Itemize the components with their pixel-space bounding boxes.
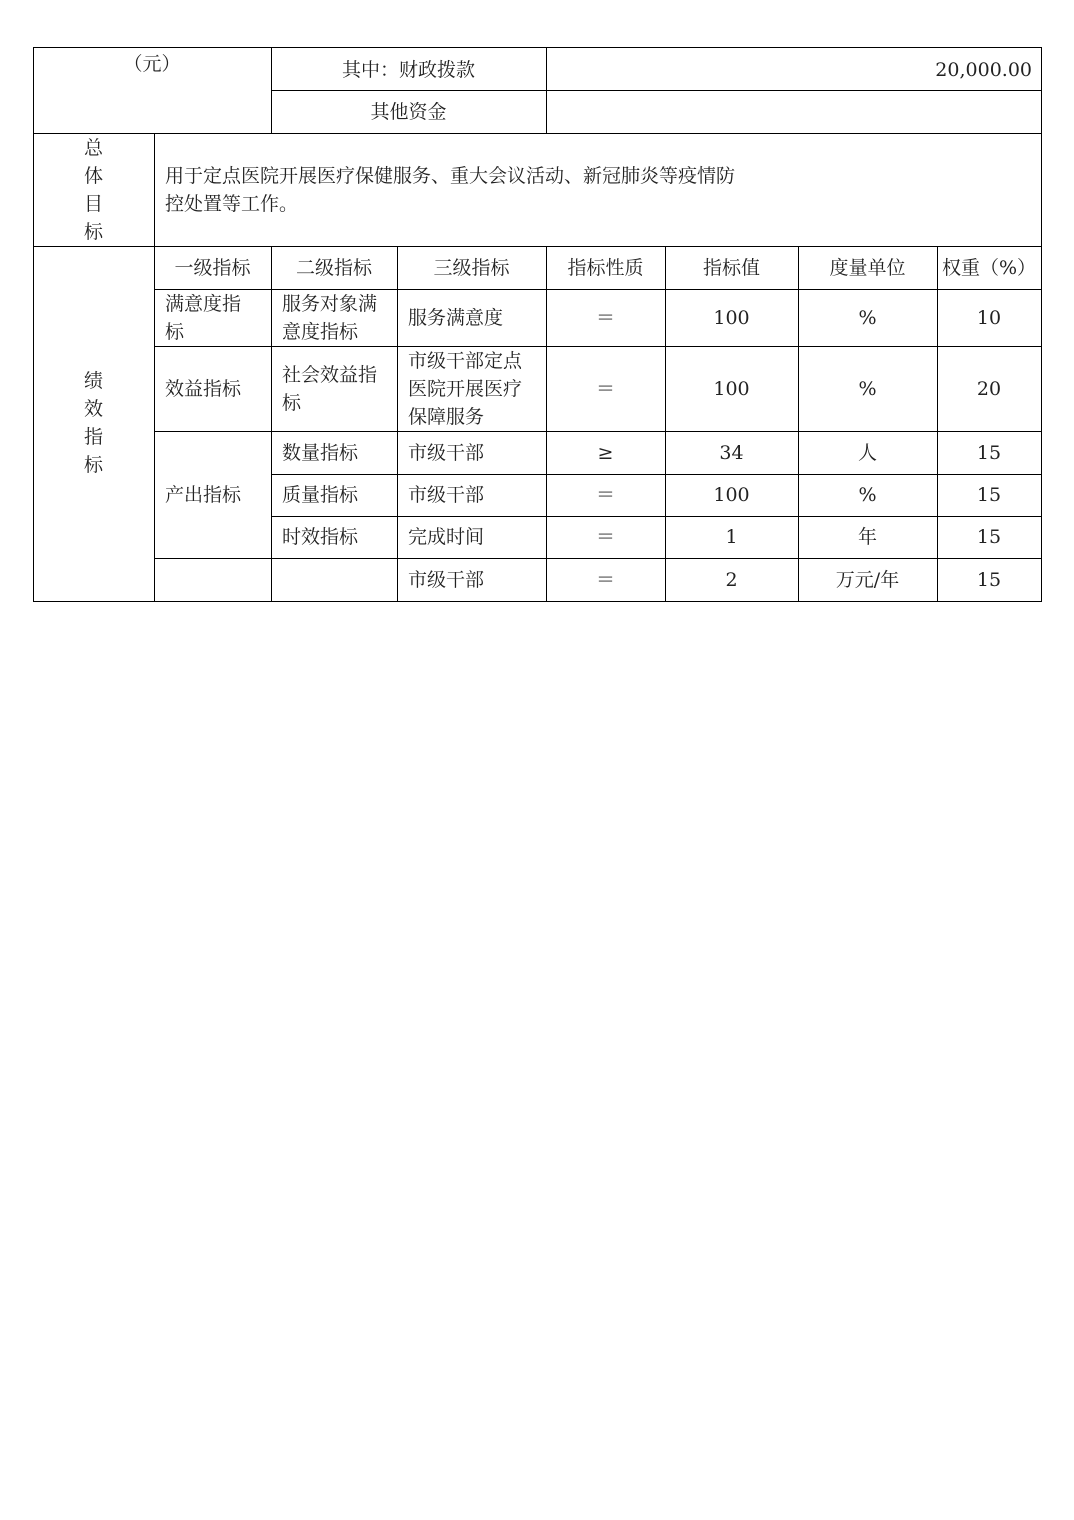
header-nature: 指标性质 xyxy=(567,257,644,279)
perf-label-char: 标 xyxy=(83,454,103,476)
row-value: 100 xyxy=(713,307,750,329)
row-nature: ＝ xyxy=(595,307,615,329)
perf-label-char: 指 xyxy=(83,426,103,448)
row-weight: 15 xyxy=(976,484,1002,506)
row-level3: 市级干部 xyxy=(408,569,485,591)
row-weight: 15 xyxy=(976,442,1002,464)
goal-label-char: 目 xyxy=(83,193,103,215)
header-unit: 度量单位 xyxy=(829,257,906,279)
header-level1: 一级指标 xyxy=(174,257,251,279)
header-weight: 权重（%） xyxy=(941,257,1037,279)
row-value: 100 xyxy=(713,484,750,506)
row-level3: 市级干部定点 xyxy=(408,350,523,372)
row-unit: 人 xyxy=(857,442,877,464)
row-level3: 服务满意度 xyxy=(408,307,504,329)
header-level3: 三级指标 xyxy=(433,257,510,279)
row-level2: 社会效益指 xyxy=(282,364,378,386)
row-level2: 服务对象满 xyxy=(282,293,378,315)
row-nature: ＝ xyxy=(595,526,615,548)
perf-label-char: 效 xyxy=(83,398,103,420)
row-nature: ＝ xyxy=(595,378,615,400)
row-level3: 医院开展医疗 xyxy=(408,378,523,400)
other-funds-label: 其他资金 xyxy=(370,101,447,123)
goal-text-line: 控处置等工作。 xyxy=(165,193,299,215)
goal-label-char: 标 xyxy=(83,221,103,243)
row-weight: 10 xyxy=(976,307,1002,329)
row-level2: 数量指标 xyxy=(282,442,359,464)
row-level3: 市级干部 xyxy=(408,442,485,464)
row-level1: 标 xyxy=(165,321,185,343)
goal-label-char: 总 xyxy=(83,137,103,159)
row-level1: 产出指标 xyxy=(165,484,242,506)
funding-unit-label: （元） xyxy=(123,53,181,75)
row-level1: 满意度指 xyxy=(165,293,242,315)
fiscal-allocation-label: 其中：财政拨款 xyxy=(341,59,475,81)
row-value: 34 xyxy=(719,442,744,464)
row-unit: 万元/年 xyxy=(835,569,900,591)
row-level3: 完成时间 xyxy=(408,526,485,548)
row-unit: % xyxy=(858,307,877,329)
row-value: 2 xyxy=(725,569,738,591)
row-weight: 15 xyxy=(976,569,1002,591)
row-level2: 标 xyxy=(282,392,302,414)
fiscal-allocation-value: 20,000.00 xyxy=(935,59,1032,81)
row-level2: 意度指标 xyxy=(282,321,359,343)
row-nature: ＝ xyxy=(595,569,615,591)
row-nature: ＝ xyxy=(595,484,615,506)
row-unit: 年 xyxy=(857,526,877,548)
row-level2: 质量指标 xyxy=(282,484,359,506)
goal-text-line: 用于定点医院开展医疗保健服务、重大会议活动、新冠肺炎等疫情防 xyxy=(165,165,736,187)
row-weight: 15 xyxy=(976,526,1002,548)
goal-label-char: 体 xyxy=(83,165,103,187)
row-nature: ≥ xyxy=(597,442,614,464)
row-level3: 市级干部 xyxy=(408,484,485,506)
row-weight: 20 xyxy=(976,378,1002,400)
header-value: 指标值 xyxy=(702,257,760,279)
row-value: 100 xyxy=(713,378,750,400)
row-level2: 时效指标 xyxy=(282,526,359,548)
row-unit: % xyxy=(858,484,877,506)
row-unit: % xyxy=(858,378,877,400)
perf-label-char: 绩 xyxy=(83,370,103,392)
row-level1: 效益指标 xyxy=(165,378,242,400)
header-level2: 二级指标 xyxy=(295,257,372,279)
row-value: 1 xyxy=(725,526,738,548)
row-level3: 保障服务 xyxy=(408,406,485,428)
